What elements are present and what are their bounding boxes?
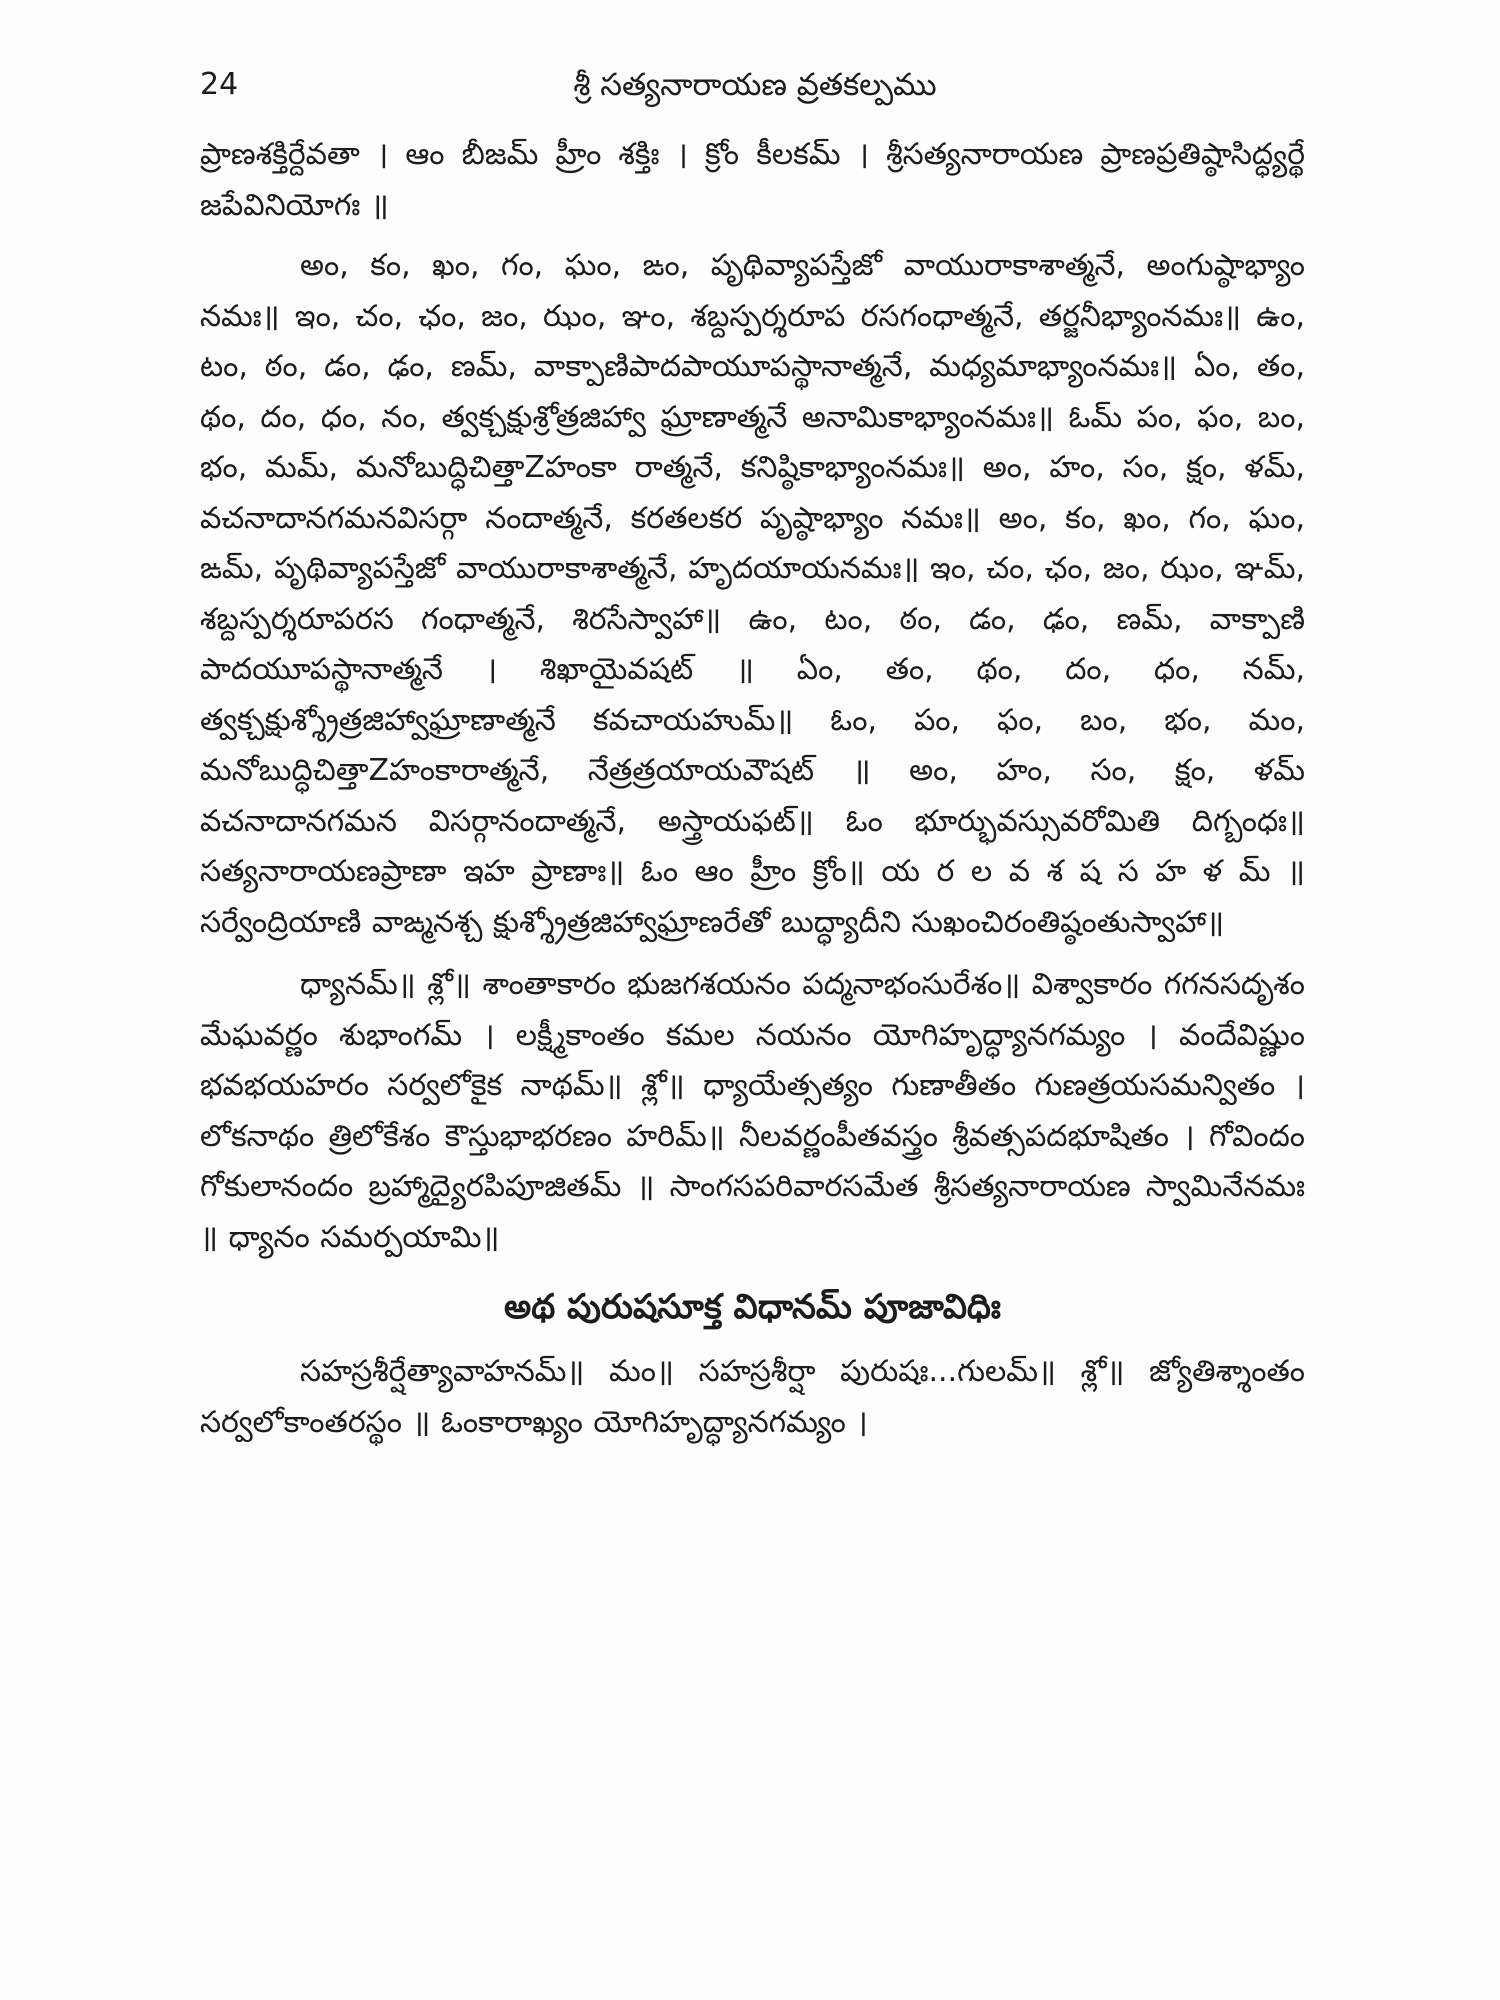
paragraph-avahanam: సహస్రశీర్షేత్యావాహనమ్॥ మం॥ సహస్రశీర్షా పురుషః...గులమ్॥ శ్లో॥ జ్యోతిశ్శాంతం సర్వలోకాంతరస్థం ॥ ఓంకారాఖ్యం యోగిహృద్ధ్యానగమ్యం । bbox=[200, 1354, 1305, 1440]
section-heading: అథ పురుషసూక్త విధానమ్ పూజావిధిః bbox=[504, 1287, 1001, 1327]
body-text bbox=[200, 130, 1305, 1448]
book-title: శ్రీ సత్యనారాయణ వ్రతకల్పము bbox=[573, 67, 937, 103]
running-head bbox=[200, 60, 1310, 110]
paragraph-prana-shakti: ప్రాణశక్తిర్దేవతా । ఆం బీజమ్ హ్రీం శక్తిః । క్రోం కీలకమ్ । శ్రీసత్యనారాయణ ప్రాణప్రతిష్ఠాసిద్ధ్యర్థే జపేవినియోగః ॥ bbox=[200, 137, 1305, 223]
page-number: 24 bbox=[200, 67, 239, 102]
paragraph-nyasa: అం, కం, ఖం, గం, ఘం, ఙం, పృథివ్యాపస్తేజో వాయురాకాశాత్మనే, అంగుష్ఠాభ్యాం నమః॥ ఇం, చం, ఛం, జం, ఝం, ఞం, శబ్దస్పర్శరూప రసగంధాత్మనే, తర్జనీభ్యాంనమః॥ ఉం, టం, ఠం, డం, ఢం, ణమ్, వాక్పాణిపాదపాయూపస్థానాత్మనే, మధ్యమాభ్యాంనమః॥ ఏం, తం, థం, దం, ధం, నం, త్వక్చక్షుశ్రోత్రజిహ్వా ఘ్రాణాత్మనే అనామికాభ్యాంనమః॥ ఓమ్ పం, ఫం, బం, భం, మమ్, మనోబుద్ధిచిత్తాZహంకా రాత్మనే, కనిష్ఠికాభ్యాంనమః॥ అం, హం, సం, క్షం, ళమ్, వచనాదానగమనవిసర్గా నందాత్మనే, కరతలకర పృష్ఠాభ్యాం నమః॥ అం, కం, ఖం, గం, ఘం, ఙమ్, పృథివ్యాపస్తేజో వాయురాకాశాత్మనే, హృదయాయనమః॥ ఇం, చం, ఛం, జం, ఝం, ఞమ్, శబ్దస్పర్శరూపరస గంధాత్మనే, శిరసేస్వాహా॥ ఉం, టం, ఠం, డం, ఢం, ణమ్, వాక్పాణి పాదయూపస్థానాత్మనే । శిఖాయైవషట్ ॥ ఏం, తం, థం, దం, ధం, నమ్, త్వక్చక్షుశ్శ్రోత్రజిహ్వాఘ్రాణాత్మనే కవచాయహుమ్॥ ఓం, పం, ఫం, బం, భం, మం, మనోబుద్ధిచిత్తాZహంకారాత్మనే, నేత్రత్రయాయవౌషట్ ॥ అం, హం, సం, క్షం, ళమ్ వచనాదానగమన విసర్గానందాత్మనే, అస్త్రాయఫట్॥ ఓం భూర్భువస్సువరోమితి దిగ్బంధః॥ సత్యనారాయణప్రాణా ఇహ ప్రాణాః॥ ఓం ఆం హ్రీం క్రోం॥ య ర ల వ శ ష స హ ళ మ్ ॥ సర్వేంద్రియాణి వాఙ్మనశ్చ క్షుశ్శ్రోత్రజిహ్వాఘ్రాణరేతో బుద్ధ్యాదీని సుఖంచిరంతిష్ఠంతుస్వాహా॥ bbox=[200, 248, 1305, 940]
paragraph-dhyanam: ధ్యానమ్॥ శ్లో॥ శాంతాకారం భుజగశయనం పద్మనాభంసురేశం॥ విశ్వాకారం గగనసదృశం మేఘవర్ణం శుభాంగమ్ । లక్ష్మీకాంతం కమల నయనం యోగిహృద్ధ్యానగమ్యం । వందేవిష్ణుం భవభయహరం సర్వలోకైక నాథమ్॥ శ్లో॥ ధ్యాయేత్సత్యం గుణాతీతం గుణత్రయసమన్వితం । లోకనాథం త్రిలోకేశం కౌస్తుభాభరణం హరిమ్॥ నీలవర్ణంపీతవస్త్రం శ్రీవత్సపదభూషితం । గోవిందం గోకులానందం బ్రహ్మాద్యైరపిపూజితమ్ ॥ సాంగసపరివారసమేత శ్రీసత్యనారాయణ స్వామినేనమః ॥ ధ్యానం సమర్పయామి॥ bbox=[200, 967, 1305, 1255]
